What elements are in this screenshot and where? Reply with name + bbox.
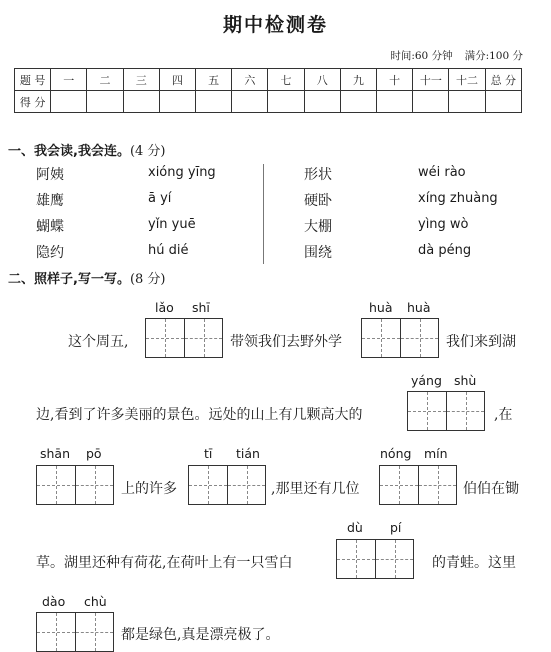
score-entry-cell[interactable] [159, 91, 195, 113]
right-word[interactable]: 围绕 [304, 245, 332, 261]
section2-heading [8, 268, 166, 287]
pinyin-syllable: pō [86, 446, 102, 461]
score-header-cell: 五 [196, 69, 232, 91]
score-header-cell: 九 [340, 69, 376, 91]
passage-text: 的青蛙。这里 [432, 555, 516, 571]
passage-text: 上的许多 [121, 481, 177, 497]
right-word[interactable]: 形状 [304, 167, 332, 183]
pinyin-syllable: pí [390, 520, 402, 535]
tian-zi-ge-cell[interactable] [418, 466, 456, 504]
score-row-label: 得 分 [15, 91, 51, 113]
pinyin-syllable: lǎo [155, 300, 174, 315]
score-entry-cell[interactable] [268, 91, 304, 113]
tian-zi-ge-cell[interactable] [400, 319, 438, 357]
pinyin-syllable: mín [424, 446, 448, 461]
passage-text: 边,看到了许多美丽的景色。远处的山上有几颗高大的 [36, 407, 363, 423]
pinyin-syllable: huà [369, 300, 393, 315]
left-pinyin[interactable]: hú dié [148, 243, 189, 258]
score-entry-cell[interactable] [485, 91, 521, 113]
pinyin-syllable: shù [454, 373, 477, 388]
score-header-cell: 二 [87, 69, 123, 91]
passage-text: ,在 [494, 407, 513, 423]
pinyin-syllable: yáng [411, 373, 442, 388]
tian-zi-ge-cell[interactable] [380, 466, 418, 504]
right-pinyin[interactable]: wéi rào [418, 165, 466, 180]
score-entry-cell[interactable] [304, 91, 340, 113]
section1-heading [8, 140, 166, 159]
tian-zi-ge-cell[interactable] [184, 319, 222, 357]
score-entry-cell[interactable] [377, 91, 413, 113]
score-entry-cell[interactable] [123, 91, 159, 113]
passage-text: 伯伯在锄 [463, 481, 519, 497]
score-entry-cell[interactable] [196, 91, 232, 113]
passage-text: 都是绿色,真是漂亮极了。 [121, 627, 280, 643]
pinyin-syllable: huà [407, 300, 431, 315]
passage-text: 这个周五, [68, 334, 129, 350]
section1-points: (4 分) [129, 144, 166, 159]
tian-zi-ge-cell[interactable] [375, 540, 413, 578]
right-pinyin[interactable]: yìng wò [418, 217, 469, 232]
writing-grid-nong-min[interactable] [379, 465, 457, 505]
score-entry-cell[interactable] [449, 91, 485, 113]
score-header-cell: 十 [377, 69, 413, 91]
left-word[interactable]: 阿姨 [36, 167, 64, 183]
passage-text: 草。湖里还种有荷花,在荷叶上有一只雪白 [36, 555, 293, 571]
right-pinyin[interactable]: xíng zhuàng [418, 191, 498, 206]
section2-points: (8 分) [129, 272, 166, 287]
writing-grid-dao-chu[interactable] [36, 612, 114, 652]
pinyin-syllable: chù [84, 594, 107, 609]
full-score: 满分:100 分 [464, 50, 523, 62]
pinyin-syllable: shān [40, 446, 71, 461]
pinyin-syllable: nóng [380, 446, 412, 461]
score-header-cell: 十二 [449, 69, 485, 91]
score-header-cell: 四 [159, 69, 195, 91]
pinyin-syllable: tián [236, 446, 260, 461]
score-entry-cell[interactable] [340, 91, 376, 113]
writing-grid-du-pi[interactable] [336, 539, 414, 579]
score-table-score-row [15, 91, 522, 113]
score-entry-cell[interactable] [232, 91, 268, 113]
tian-zi-ge-cell[interactable] [408, 392, 446, 430]
left-pinyin[interactable]: xióng yīng [148, 165, 216, 180]
score-header-cell: 三 [123, 69, 159, 91]
writing-grid-yang-shu[interactable] [407, 391, 485, 431]
tian-zi-ge-cell[interactable] [362, 319, 400, 357]
tian-zi-ge-cell[interactable] [227, 466, 265, 504]
score-entry-cell[interactable] [413, 91, 449, 113]
tian-zi-ge-cell[interactable] [189, 466, 227, 504]
section2-title: 二、照样子,写一写。 [8, 272, 130, 287]
left-word[interactable]: 雄鹰 [36, 193, 64, 209]
writing-grid-shan-po[interactable] [36, 465, 114, 505]
tian-zi-ge-cell[interactable] [337, 540, 375, 578]
passage-text: ,那里还有几位 [271, 481, 360, 497]
tian-zi-ge-cell[interactable] [146, 319, 184, 357]
score-header-cell: 十一 [413, 69, 449, 91]
tian-zi-ge-cell[interactable] [75, 613, 113, 651]
exam-meta [390, 48, 523, 63]
writing-grid-lao-shi[interactable] [145, 318, 223, 358]
right-pinyin[interactable]: dà péng [418, 243, 472, 258]
score-header-cell: 一 [51, 69, 87, 91]
time-limit: 时间:60 分钟 [390, 50, 453, 62]
right-word[interactable]: 大棚 [304, 219, 332, 235]
score-table [14, 68, 522, 113]
left-pinyin[interactable]: ā yí [148, 191, 172, 206]
left-word[interactable]: 蝴蝶 [36, 219, 64, 235]
page-title: 期中检测卷 [222, 14, 328, 36]
writing-grid-hua-hua[interactable] [361, 318, 439, 358]
passage-text: 带领我们去野外学 [230, 334, 342, 350]
passage-text: 我们来到湖 [446, 334, 516, 350]
tian-zi-ge-cell[interactable] [446, 392, 484, 430]
pinyin-syllable: dù [347, 520, 363, 535]
score-entry-cell[interactable] [51, 91, 87, 113]
score-header-cell: 七 [268, 69, 304, 91]
column-divider [263, 164, 264, 264]
tian-zi-ge-cell[interactable] [75, 466, 113, 504]
left-word[interactable]: 隐约 [36, 245, 64, 261]
pinyin-syllable: shī [192, 300, 210, 315]
pinyin-syllable: tī [204, 446, 213, 461]
score-entry-cell[interactable] [87, 91, 123, 113]
section1-title: 一、我会读,我会连。 [8, 144, 130, 159]
left-pinyin[interactable]: yǐn yuē [148, 217, 196, 232]
right-word[interactable]: 硬卧 [304, 193, 332, 209]
score-table-header-row [15, 69, 522, 91]
score-header-cell: 八 [304, 69, 340, 91]
writing-grid-ti-tian[interactable] [188, 465, 266, 505]
pinyin-syllable: dào [42, 594, 66, 609]
score-header-cell: 六 [232, 69, 268, 91]
score-header-cell: 题 号 [15, 69, 51, 91]
score-header-cell: 总 分 [485, 69, 521, 91]
tian-zi-ge-cell[interactable] [37, 466, 75, 504]
tian-zi-ge-cell[interactable] [37, 613, 75, 651]
